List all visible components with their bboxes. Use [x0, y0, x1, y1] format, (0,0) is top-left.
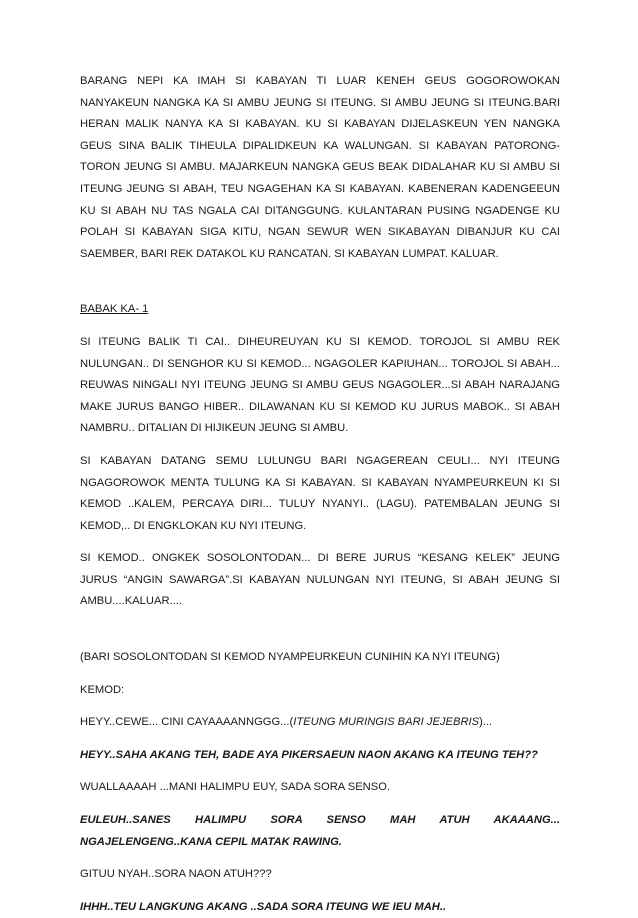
dialogue-line-6: IHHH..TEU LANGKUNG AKANG ..SADA SORA ITEUNG WE IEU MAH..: [80, 900, 447, 913]
dialogue-line-1-direction: ITEUNG MURINGIS BARI JEJEBRIS: [293, 716, 480, 729]
intro-paragraph: BARANG NEPI KA IMAH SI KABAYAN TI LUAR KENEH GEUS GOGOROWOKAN NANYAKEUN NANGKA KA SI AMBU JEUNG SI ITEUNG. SI AMBU JEUNG SI ITEUNG.BARI HERAN MALIK NANYA KA SI KABAYAN. KU SI KABAYAN DIJELASKEUN YEN NANGKA GEUS SINA BALIK TIHEULA DIPALIDKEUN KA WALUNGAN. SI KABAYAN PATORONG-TORON JEUNG SI AMBU. MAJARKEUN NANGKA GEUS BEAK DIDALAHAR KU SI AMBU SI ITEUNG JEUNG SI ABAH, TEU NGAGEHAN KA SI KABAYAN. KABENERAN KADENGEEUN KU SI ABAH NU TAS NGALA CAI DITANGGUNG. KULANTARAN PUSING NGADENGE KU POLAH SI KABAYAN SIGA KITU, NGAN SEWUR WEN SIKABAYAN DIBANJUR KU CAI SAEMBER, BARI REK DATAKOL KU RANCATAN. SI KABAYAN LUMPAT. KALUAR.: [80, 75, 560, 260]
act-paragraph-3: SI KEMOD.. ONGKEK SOSOLONTODAN... DI BERE JURUS “KESANG KELEK” JEUNG JURUS “ANGIN SAWARGA”.SI KABAYAN NULUNGAN NYI ITEUNG, SI ABAH JEUNG SI AMBU....KALUAR....: [80, 552, 560, 608]
dialogue-line-4: EULEUH..SANES HALIMPU SORA SENSO MAH ATUH AKAAANG... NGAJELENGENG..KANA CEPIL MATAK RAWING.: [80, 814, 560, 848]
section-heading: BABAK KA- 1: [80, 303, 149, 316]
stage-direction: (BARI SOSOLONTODAN SI KEMOD NYAMPEURKEUN CUNIHIN KA NYI ITEUNG): [80, 651, 500, 664]
dialogue-line-2: HEYY..SAHA AKANG TEH, BADE AYA PIKERSAEUN NAON AKANG KA ITEUNG TEH??: [80, 748, 538, 761]
dialogue-line-1: [80, 712, 560, 734]
dialogue-line-5: GITUU NYAH..SORA NAON ATUH???: [80, 868, 272, 881]
act-paragraph-1: SI ITEUNG BALIK TI CAI.. DIHEUREUYAN KU SI KEMOD. TOROJOL SI AMBU REK NULUNGAN.. DI SENGHOR KU SI KEMOD... NGAGOLER KAPIUHAN... TOROJOL SI ABAH... REUWAS NINGALI NYI ITEUNG JEUNG SI AMBU GEUS NGAGOLER...SI ABAH NARAJANG MAKE JURUS BANGO HIBER.. DILAWANAN KU SI KEMOD KU JURUS MABOK.. SI ABAH NAMBRU.. DITALIAN DI HIJIKEUN JEUNG SI AMBU.: [80, 335, 560, 435]
dialogue-line-1-end: )...: [479, 716, 493, 729]
dialogue-line-3: WUALLAAAAH ...MANI HALIMPU EUY, SADA SORA SENSO.: [80, 781, 391, 794]
dialogue-line-1-text: HEYY..CEWE... CINI CAYAAAANNGGG...(: [80, 716, 294, 729]
act-paragraph-2: SI KABAYAN DATANG SEMU LULUNGU BARI NGAGEREAN CEULI... NYI ITEUNG NGAGOROWOK MENTA TULUNG KA SI KABAYAN. SI KABAYAN NYAMPEURKEUN KI SI KEMOD ..KALEM, PERCAYA DIRI... TULUY NYANYI.. (LAGU). PATEMBALAN JEUNG SI KEMOD,.. DI ENGKLOKAN KU NYI ITEUNG.: [80, 454, 560, 532]
speaker-label: KEMOD:: [80, 683, 125, 696]
